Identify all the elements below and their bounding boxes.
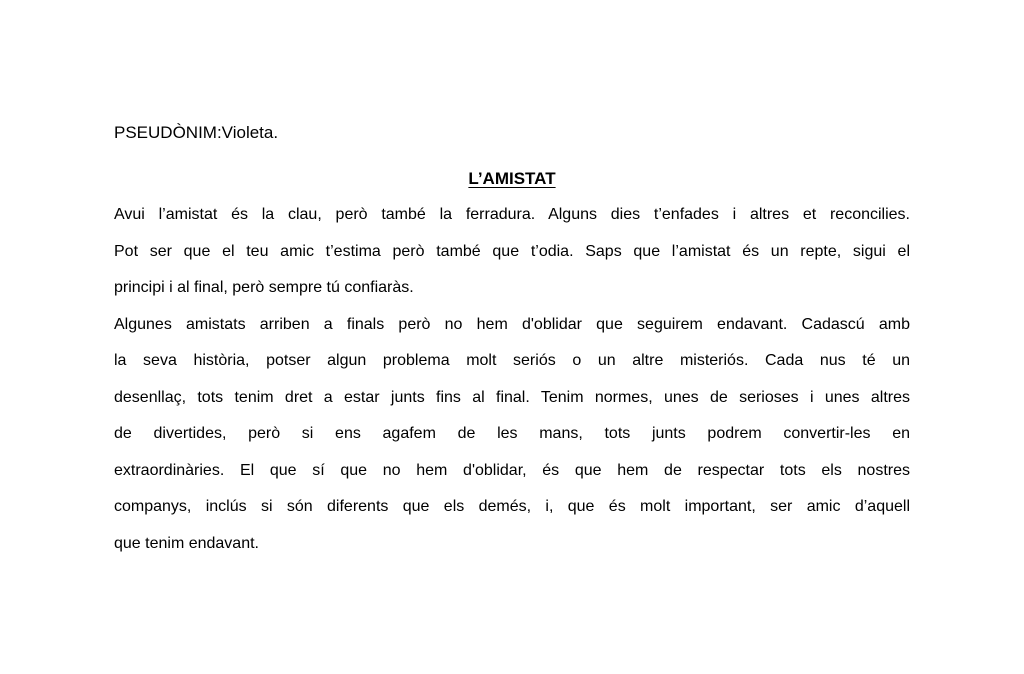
pseudonym-line: PSEUDÒNIM:Violeta.	[114, 123, 279, 142]
text-line: Algunes amistats arriben a finals però no hem d'oblidar que seguirem endavant. Cadascú amb	[114, 315, 910, 333]
text-line: principi i al final, però sempre tú confiaràs.	[114, 279, 414, 296]
document-title: L’AMISTAT	[468, 169, 556, 188]
text-line: companys, inclús si són diferents que els demés, i, que és molt important, ser amic d’aquell	[114, 498, 910, 515]
text-line: la seva història, potser algun problema molt seriós o un altre misteriós. Cada nus té un	[114, 352, 910, 369]
text-line: Pot ser que el teu amic t’estima però també que t’odia. Saps que l’amistat és un repte, sigui el	[114, 242, 910, 260]
text-line: de divertides, però si ens agafem de les mans, tots junts podrem convertir-les en	[114, 425, 910, 442]
body-text	[114, 203, 910, 568]
text-line: extraordinàries. El que sí que no hem d'oblidar, és que hem de respectar tots els nostres	[114, 461, 910, 479]
text-line: que tenim endavant.	[114, 534, 259, 552]
text-line: desenllaç, tots tenim dret a estar junts fins al final. Tenim normes, unes de serioses i unes altres	[114, 388, 910, 406]
text-line: Avui l’amistat és la clau, però també la ferradura. Alguns dies t’enfades i altres et reconcilies.	[114, 206, 910, 223]
